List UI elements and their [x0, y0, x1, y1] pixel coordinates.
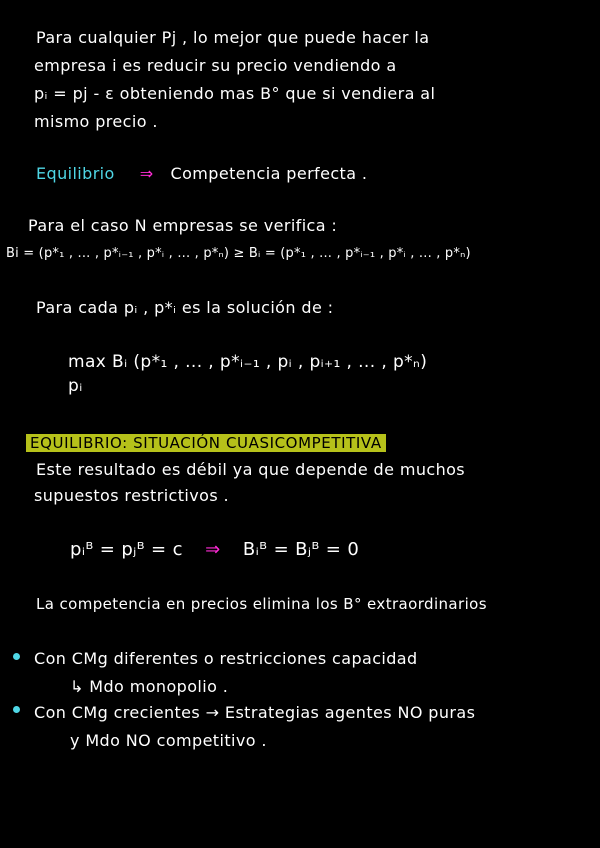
- para1-line3: pᵢ = pj - ε obteniendo mas B° que si vendiera al: [34, 84, 436, 103]
- para-cada-line: Para cada pᵢ , p*ᵢ es la solución de :: [36, 298, 334, 317]
- equation-2-right: Bᵢᴮ = Bⱼᴮ = 0: [242, 539, 360, 560]
- bullet2-line1: Con CMg crecientes → Estrategias agentes NO puras: [34, 703, 476, 722]
- competencia-line: La competencia en precios elimina los B° extraordinarios: [36, 595, 487, 613]
- para1-line2: empresa i es reducir su precio vendiendo a: [34, 56, 397, 75]
- bullet1-line2: ↳ Mdo monopolio .: [70, 677, 229, 696]
- para1-line1: Para cualquier Pj , lo mejor que puede hacer la: [36, 28, 430, 47]
- n-empresas-formula: Bi = (p*₁ , ... , p*ᵢ₋₁ , p*ᵢ , ... , p*ₙ) ≥ Bᵢ = (p*₁ , ... , p*ᵢ₋₁ , p*ᵢ , ... , p*ₙ): [6, 246, 471, 261]
- highlight-text: EQUILIBRIO: SITUACIÓN CUASICOMPETITIVA: [26, 434, 386, 452]
- n-empresas-intro: Para el caso N empresas se verifica :: [28, 216, 338, 235]
- implies-arrow-2: ⇒: [205, 539, 221, 560]
- equilibrio-word: Equilibrio: [36, 164, 115, 183]
- equilibrio-result: Competencia perfecta .: [170, 164, 368, 183]
- highlight-heading: [26, 433, 386, 453]
- bullet2-line2: y Mdo NO competitivo .: [70, 731, 267, 750]
- equation-2-left: pᵢᴮ = pⱼᴮ = c: [70, 539, 183, 560]
- bullet1-line1: Con CMg diferentes o restricciones capacidad: [34, 649, 418, 668]
- bullet-dot-icon: [13, 706, 20, 713]
- max-expression: max Bᵢ (p*₁ , ... , p*ᵢ₋₁ , pᵢ , pᵢ₊₁ , ... , p*ₙ): [68, 352, 428, 372]
- bullet-dot-icon: [13, 653, 20, 660]
- para1-line4: mismo precio .: [34, 112, 158, 131]
- max-subscript: pᵢ: [68, 376, 83, 396]
- implies-arrow: ⇒: [139, 164, 154, 183]
- equilibrio-line: [36, 164, 367, 184]
- equation-2: [70, 540, 359, 560]
- para2-line2: supuestos restrictivos .: [34, 486, 230, 505]
- para2-line1: Este resultado es débil ya que depende de muchos: [36, 460, 466, 479]
